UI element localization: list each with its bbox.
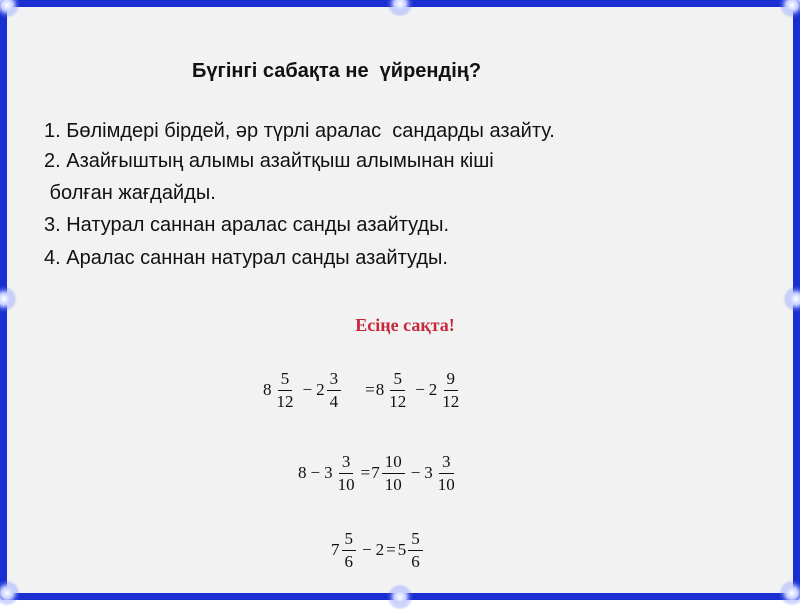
denominator: 4	[329, 391, 339, 411]
example-2	[298, 453, 460, 494]
numerator: 3	[339, 453, 354, 474]
reminder-heading: Есіңе сақта!	[355, 315, 455, 335]
whole-number: 7	[331, 540, 340, 560]
denominator: 12	[389, 391, 407, 411]
fraction	[327, 370, 342, 411]
frame-glow-bottom-center	[387, 584, 413, 610]
whole-number: 2	[316, 380, 325, 400]
list-item-3: 3. Натурал саннан аралас санды азайтуды.	[44, 214, 450, 236]
whole-number: 3	[324, 463, 333, 483]
denominator: 10	[384, 474, 402, 494]
list-item-4: 4. Аралас саннан натурал санды азайтуды.	[44, 247, 448, 269]
numerator: 3	[327, 370, 342, 391]
denominator: 10	[437, 474, 455, 494]
fraction	[435, 453, 458, 494]
fraction	[342, 530, 357, 571]
whole-number: 8	[263, 380, 272, 400]
numerator: 3	[439, 453, 454, 474]
fraction	[439, 370, 462, 411]
slide-title: Бүгінгі сабақта не үйрендің?	[192, 60, 482, 82]
whole-number: 3	[424, 463, 433, 483]
minus-sign: −	[310, 463, 321, 483]
natural-number: 2	[375, 540, 385, 560]
denominator: 12	[276, 391, 294, 411]
minus-sign: −	[410, 463, 421, 483]
numerator: 5	[390, 370, 405, 391]
whole-number: 5	[397, 540, 407, 560]
fraction	[382, 453, 405, 494]
equals-sign: =	[386, 540, 396, 560]
frame-glow-bottom-right	[779, 580, 800, 606]
fraction	[408, 530, 423, 571]
numerator: 9	[444, 370, 459, 391]
whole-number: 7	[371, 463, 380, 483]
natural-number: 8	[298, 463, 307, 483]
whole-number: 8	[375, 380, 385, 400]
denominator: 10	[337, 474, 355, 494]
fraction	[274, 370, 297, 411]
list-item-2-continued: болған жағдайды.	[44, 182, 216, 204]
example-1	[263, 370, 464, 411]
denominator: 6	[411, 551, 420, 571]
denominator: 12	[442, 391, 460, 411]
minus-sign: −	[302, 380, 313, 400]
numerator: 5	[278, 370, 293, 391]
example-3	[331, 530, 425, 571]
fraction	[335, 453, 358, 494]
numerator: 5	[342, 530, 357, 551]
whole-number: 2	[428, 380, 438, 400]
numerator: 5	[408, 530, 423, 551]
equals-sign: =	[365, 380, 375, 400]
minus-sign: −	[415, 380, 425, 400]
numerator: 10	[382, 453, 405, 474]
equals-sign: =	[360, 463, 371, 483]
fraction	[386, 370, 409, 411]
minus-sign: −	[362, 540, 372, 560]
list-item-1: 1. Бөлімдері бірдей, әр түрлі аралас сандарды азайту.	[44, 120, 555, 142]
frame-glow-bottom-left	[0, 580, 20, 606]
denominator: 6	[344, 551, 353, 571]
list-item-2: 2. Азайғыштың алымы азайтқыш алымынан кіші	[44, 150, 494, 172]
